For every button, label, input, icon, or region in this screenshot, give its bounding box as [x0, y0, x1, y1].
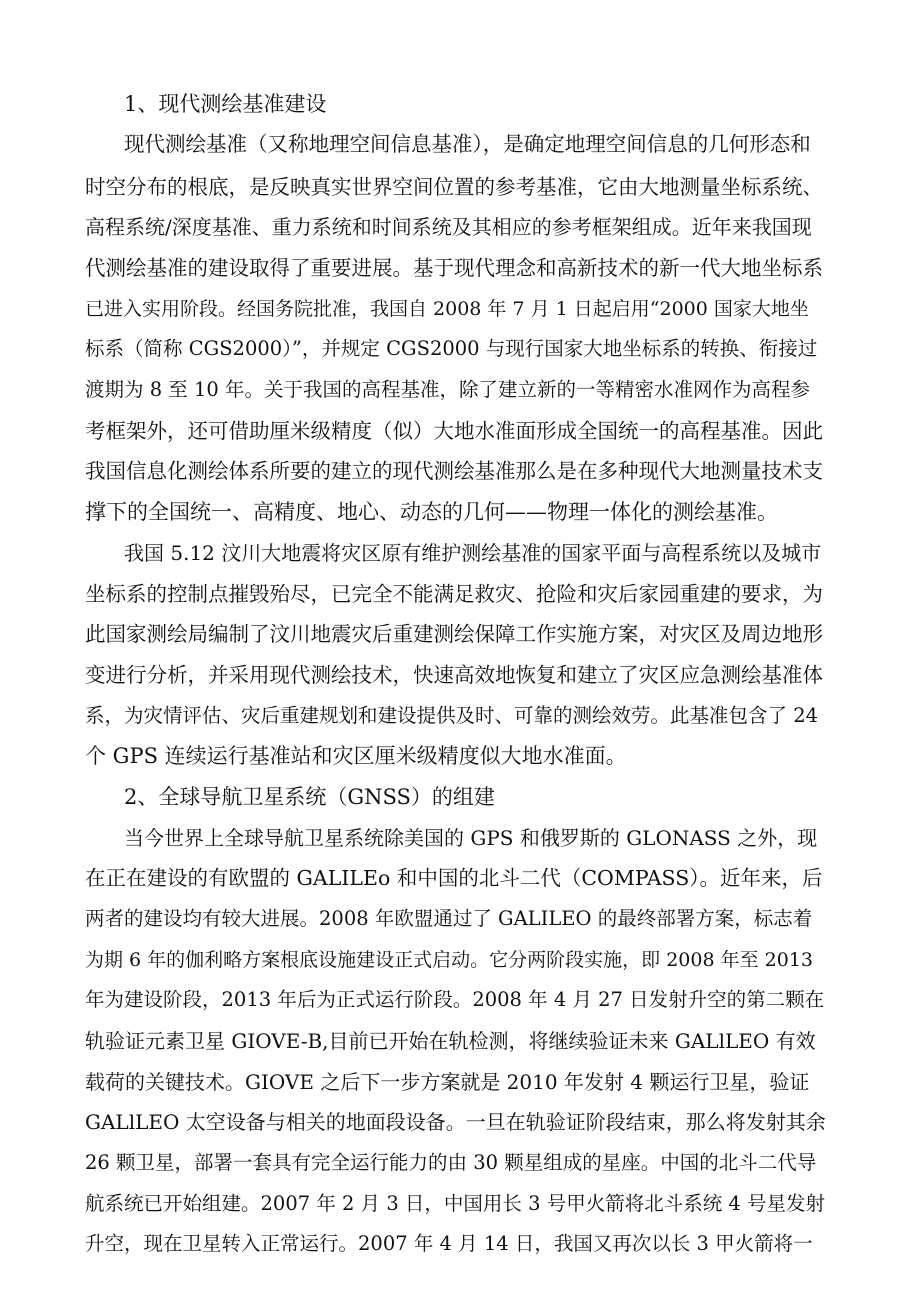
text-line: 我国 5.12 汶川大地震将灾区原有维护测绘基准的国家平面与高程系统以及城市 [124, 541, 822, 565]
text-line: 此国家测绘局编制了汶川地震灾后重建测绘保障工作实施方案，对灾区及周边地形 [85, 622, 823, 646]
section-heading: 1、现代测绘基准建设 [124, 92, 327, 116]
section-heading: 2、全球导航卫星系统（GNSS）的组建 [124, 785, 495, 809]
text-line: GALlLEO 太空设备与相关的地面段设备。一旦在轨验证阶段结束，那么将发射其余 [85, 1110, 826, 1134]
text-line: 高程系统/深度基准、重力系统和时间系统及其相应的参考框架组成。近年来我国现 [85, 215, 812, 239]
text-line: 为期 6 年的伽利略方案根底设施建设正式启动。它分两阶段实施，即 2008 年至 2013 [85, 949, 813, 971]
text-line: 在正在建设的有欧盟的 GALILEo 和中国的北斗二代（COMPASS）。近年来，后 [85, 866, 823, 890]
text-line: 系，为灾情评估、灾后重建规划和建设提供及时、可靠的测绘效劳。此基准包含了 24 [85, 704, 819, 727]
text-line: 标系（简称 CGS2000）”，并规定 CGS2000 与现行国家大地坐标系的转换、衔接过 [85, 337, 818, 360]
text-line: 载荷的关键技术。GIOVE 之后下一步方案就是 2010 年发射 4 颗运行卫星，验证 [85, 1070, 810, 1094]
text-line: 渡期为 8 至 10 年。关于我国的高程基准，除了建立新的一等精密水准网作为高程参 [85, 378, 811, 401]
text-line: 撑下的全国统一、高精度、地心、动态的几何——物理一体化的测绘基准。 [85, 500, 778, 524]
text-line: 当今世界上全球导航卫星系统除美国的 GPS 和俄罗斯的 GLONASS 之外，现 [124, 826, 818, 850]
text-line: 已进入实用阶段。经国务院批准，我国自 2008 年 7 月 1 日起启用“2000 国家大地坐 [85, 298, 809, 320]
text-line: 26 颗卫星，部署一套具有完全运行能力的由 30 颗星组成的星座。中国的北斗二代导 [85, 1151, 817, 1174]
text-line: 变进行分析，并采用现代测绘技术，快速高效地恢复和建立了灾区应急测绘基准体 [85, 663, 823, 687]
text-line: 考框架外，还可借助厘米级精度（似）大地水准面形成全国统一的高程基准。因此 [85, 419, 823, 443]
text-line: 航系统已开始组建。2007 年 2 月 3 日，中国用长 3 号甲火箭将北斗系统 4 号星发射 [85, 1192, 826, 1215]
text-line: 代测绘基准的建设取得了重要进展。基于现代理念和高新技术的新一代大地坐标系 [85, 256, 823, 280]
text-line: 轨验证元素卫星 GIOVE-B,目前已开始在轨检测，将继续验证未来 GALlLEO 有效 [85, 1029, 816, 1053]
text-line: 现代测绘基准（又称地理空间信息基准），是确定地理空间信息的几何形态和 [124, 132, 811, 156]
text-line: 升空，现在卫星转入正常运行。2007 年 4 月 14 日，我国又再次以长 3 甲火箭将一 [85, 1232, 813, 1255]
text-line: 个 GPS 连续运行基准站和灾区厘米级精度似大地水准面。 [85, 744, 627, 768]
text-line: 时空分布的根底，是反映真实世界空间位置的参考基准，它由大地测量坐标系统、 [85, 175, 823, 199]
text-line: 坐标系的控制点摧毁殆尽，已完全不能满足救灾、抢险和灾后家园重建的要求，为 [85, 582, 823, 606]
text-line: 两者的建设均有较大进展。2008 年欧盟通过了 GALILEO 的最终部署方案，标志着 [85, 907, 813, 930]
text-line: 我国信息化测绘体系所要的建立的现代测绘基准那么是在多种现代大地测量技术支 [85, 459, 823, 483]
text-line: 年为建设阶段，2013 年后为正式运行阶段。2008 年 4 月 27 日发射升空的第二颗在 [85, 988, 825, 1011]
